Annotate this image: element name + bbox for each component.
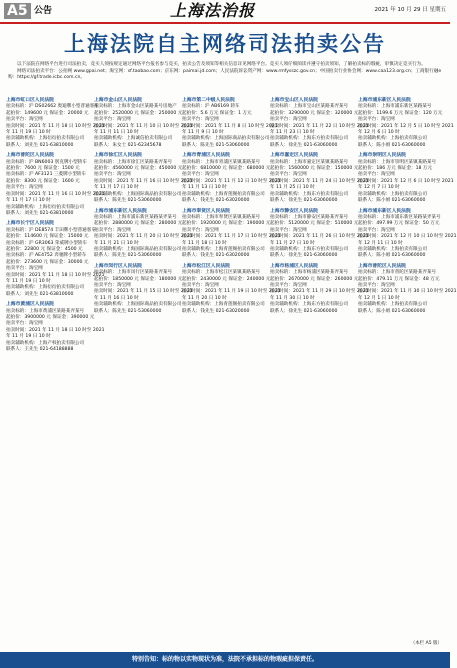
court-name: 上海市嘉定区人民法院 <box>270 153 318 159</box>
notice-line: 起拍价：186 万元 保证金：18 万元 <box>358 166 433 172</box>
notice-line: 拍卖平台：淘宝网 <box>6 321 43 327</box>
notice-line: 拍卖标的：上海市浦东新区某路某弄某号 <box>358 214 441 220</box>
notice-line: 拍卖时间：2021 年 11 月 24 日 10 时至 2021 <box>270 178 369 184</box>
notice-line: 起拍价：2520000 元 保证金：250000 元 <box>94 110 183 116</box>
notice-line: 起拍价：5120000 元 保证金：510000 元 <box>270 221 359 227</box>
notice-line: 拍卖辅助机构：上海东方拍卖有限公司 <box>270 136 349 142</box>
notice-line: 拍卖时间：2021 年 11 月 18 日 10 时至 2021 <box>6 272 105 278</box>
auction-notice <box>6 153 105 217</box>
section-label: 公告 <box>34 6 53 16</box>
notice-line: 拍卖平台：淘宝网 <box>94 172 131 178</box>
notice-column <box>182 98 281 642</box>
notice-line: 年 11 月 11 日 10 时 <box>94 130 139 136</box>
notice-line: 年 11 月 19 日 10 时 <box>6 334 51 340</box>
auction-notice <box>182 153 281 204</box>
notice-line: 年 11 月 17 日 10 时 <box>94 185 139 191</box>
notice-line: 起拍价：22800 元 保证金：4500 元 <box>6 246 83 252</box>
notice-line: 拍卖时间：2021 年 11 月 26 日 10 时至 2021 <box>270 234 369 240</box>
notice-line: 拍卖时间：2021 年 11 月 29 日 10 时至 2021 <box>270 289 369 295</box>
auction-notice <box>94 153 193 204</box>
notice-line: 拍卖标的：上海市松江区某镇某路某号 <box>182 270 261 276</box>
auction-notice <box>182 208 281 260</box>
notice-line: 拍卖辅助机构：上海青莲阁拍卖有限公司 <box>182 246 265 252</box>
notice-line: 拍卖平台：淘宝网 <box>94 117 131 123</box>
notice-columns <box>6 98 457 642</box>
notice-column <box>358 98 457 642</box>
notice-line: 起拍价：4560000 元 保证金：450000 元 <box>94 166 183 172</box>
notice-line: 拍卖标的：上海市浦东新区某路某弄某号 <box>94 214 177 220</box>
notice-line: 拍卖标的：上海市崇明区某镇某路某号 <box>358 159 437 165</box>
notice-line: 拍卖平台：淘宝网 <box>94 282 131 288</box>
masthead: 上海法治报 <box>170 1 256 20</box>
page-title: 上海法院自主网络司法拍卖公告 <box>64 31 386 56</box>
auction-notice <box>270 153 369 204</box>
notice-line: 拍卖平台：淘宝网 <box>182 282 219 288</box>
notice-line: 拍卖时间：2021 年 12 月 6 日 10 时至 2021 <box>358 178 454 184</box>
notice-line: 年 11 月 18 日 10 时 <box>182 240 227 246</box>
notice-line: 拍卖标的：沪 AE4752 奔驰牌小型轿车 <box>6 253 87 259</box>
notice-column <box>270 98 369 642</box>
auction-notice <box>358 263 457 315</box>
notice-line: 拍卖标的：上海市宝山区某路某弄某号 <box>270 104 349 110</box>
notice-line: 联系人：陈先生 021-53060000 <box>94 198 162 204</box>
notice-line: 拍卖平台：淘宝网 <box>6 117 43 123</box>
notice-line: 拍卖平台：淘宝网 <box>270 172 307 178</box>
notice-line: 拍卖平台：淘宝网 <box>358 172 395 178</box>
notice-line: 拍卖标的：上海市浦东新区某路某号 <box>358 104 432 110</box>
notice-line: 年 12 月 11 日 10 时 <box>358 240 403 246</box>
notice-line: 拍卖辅助机构：上海衍衍拍卖有限公司 <box>6 285 85 291</box>
court-name: 上海市松江区人民法院 <box>182 263 230 269</box>
court-name: 上海市浦东新区人民法院 <box>358 208 411 214</box>
notice-line: 拍卖时间：2021 年 11 月 18 日 10 时至 2021 <box>6 123 105 129</box>
notice-line: 拍卖标的：上海市静安区某路某弄某号 <box>270 214 349 220</box>
notice-line: 联系人：陈小姐 021-63060000 <box>358 253 426 259</box>
auction-notice <box>6 302 105 353</box>
notice-line: 联系人：陈小姐 021-63060000 <box>358 308 426 314</box>
notice-line: 拍卖平台：淘宝网 <box>358 282 395 288</box>
notice-line: 起拍价：5.6 万元 保证金：1 万元 <box>182 110 252 116</box>
auction-notice <box>358 153 454 204</box>
notice-line: 拍卖平台：淘宝网 <box>182 117 219 123</box>
notice-line: 拍卖平台：淘宝网 <box>94 227 131 233</box>
court-name: 上海市长宁区人民法院 <box>6 221 54 227</box>
page-header <box>0 0 450 24</box>
notice-line: 拍卖辅助机构：上海拍卖有限公司 <box>358 302 427 308</box>
auction-notice <box>358 208 457 260</box>
notice-line: 联系人：陈先生 021-53060000 <box>94 253 162 259</box>
intro-text <box>8 62 442 82</box>
court-name: 上海市宝山区人民法院 <box>270 98 318 103</box>
notice-line: 拍卖辅助机构：上海青莲阁拍卖有限公司 <box>182 302 265 308</box>
notice-line: 联系人：陈小姐 021-63060000 <box>358 198 426 204</box>
notice-line: 拍卖标的：上海市黄浦区某路某弄某号 <box>6 308 85 314</box>
notice-line: 联系人：徐先生 021-63060000 <box>270 142 338 148</box>
notice-line: 拍卖辅助机构：上海国际商品拍卖有限公司 <box>182 136 270 142</box>
notice-line: 年 11 月 13 日 10 时 <box>182 185 227 191</box>
intro-paragraph: 网络司法拍卖平台：公拍网 www.gpai.net；淘宝网：sf.taobao.com；京东网：paimai.jd.com；人民法院诉讼资产网：www.rmfysszc.gov.cn；中国拍卖行业协会网：www.caa123.org.cn；工商银行融e购：https://gf.trade.icbc.com.cn。 <box>8 68 442 81</box>
notice-line: 年 11 月 19 日 10 时 <box>6 278 51 284</box>
notice-line: 拍卖时间：2021 年 11 月 16 日 10 时至 2021 <box>6 191 105 197</box>
notice-line: 联系人：徐先生 021-63060000 <box>270 308 338 314</box>
notice-line: 拍卖辅助机构：上海东方拍卖有限公司 <box>270 191 349 197</box>
auction-notice <box>94 263 193 315</box>
notice-line: 联系人：刘先生 021-63810000 <box>6 142 74 148</box>
court-name: 上海市崇明区人民法院 <box>358 153 406 159</box>
notice-line: 拍卖时间：2021 年 12 月 10 日 10 时至 2021 <box>358 234 457 240</box>
notice-line: 年 11 月 17 日 10 时 <box>6 198 51 204</box>
notice-line: 年 12 月 6 日 10 时 <box>358 130 400 136</box>
notice-line: 拍卖时间：2021 年 11 月 10 日 10 时至 2021 <box>94 123 193 129</box>
notice-line: 起拍价：3290000 元 保证金：320000 元 <box>270 110 359 116</box>
notice-line: 联系人：刘先生 021-63810000 <box>6 291 74 297</box>
notice-line: 拍卖时间：2021 年 12 月 5 日 10 时至 2021 <box>358 123 454 129</box>
court-name: 上海市黄浦区人民法院 <box>6 302 54 308</box>
notice-line: 起拍价：479.11 万元 保证金：48 万元 <box>358 276 440 282</box>
auction-notice <box>6 221 105 298</box>
notice-line: 拍卖平台：淘宝网 <box>182 227 219 233</box>
notice-line: 起拍价：7600 元 保证金：1500 元 <box>6 166 80 172</box>
notice-line: 拍卖辅助机构：上海国际商品拍卖有限公司 <box>94 246 182 252</box>
notice-line: 拍卖辅助机构：上海拍卖有限公司 <box>358 191 427 197</box>
court-name: 上海市第二中级人民法院 <box>182 98 235 103</box>
notice-line: 拍卖平台：淘宝网 <box>6 185 43 191</box>
court-name: 上海市浦东新区人民法院 <box>94 208 147 214</box>
notice-line: 拍卖标的：上海市徐汇区某路某弄某号 <box>94 159 173 165</box>
notice-line: 年 11 月 19 日 10 时 <box>6 130 51 136</box>
notice-line: 联系人：陈先生 021-53060000 <box>94 308 162 314</box>
notice-line: 起拍价：149600 元 保证金：20000 元 <box>6 110 89 116</box>
notice-line: 拍卖平台：淘宝网 <box>182 172 219 178</box>
notice-line: 联系人：刘先生 021-63810000 <box>6 210 74 216</box>
notice-line: 联系人：王先生 021-64188888 <box>6 347 74 353</box>
notice-line: 联系人：钱先生 021-63020000 <box>182 308 250 314</box>
court-name: 上海市金山区人民法院 <box>94 98 142 103</box>
column-note: （本栏 A5 版） <box>410 641 442 646</box>
notice-line: 起拍价：2430000 元 保证金：240000 元 <box>182 276 271 282</box>
notice-line: 拍卖时间：2021 年 11 月 30 日 10 时至 2021 <box>358 289 457 295</box>
notice-line: 联系人：陈小姐 021-63060000 <box>358 142 426 148</box>
auction-notice <box>270 98 369 149</box>
notice-line: 联系人：钱先生 021-63020000 <box>182 198 250 204</box>
notice-line: 拍卖标的：沪 DE8574 丰田牌小型普通客车 <box>6 227 96 233</box>
court-name: 上海市普陀区人民法院 <box>358 263 406 269</box>
notice-line: 年 11 月 16 日 10 时 <box>94 295 139 301</box>
notice-line: 拍卖标的：上海市奉贤区某镇某路某号 <box>182 214 261 220</box>
notice-line: 拍卖辅助机构：上海东方拍卖有限公司 <box>270 302 349 308</box>
notice-line: 拍卖时间：2021 年 11 月 15 日 10 时至 2021 <box>94 289 193 295</box>
auction-notice <box>6 98 105 149</box>
court-name: 上海市青浦区人民法院 <box>182 153 230 159</box>
notice-line: 起拍价：497.99 万元 保证金：50 万元 <box>358 221 440 227</box>
notice-line: 起拍价：8300 元 保证金：1600 元 <box>6 178 80 184</box>
auction-notice <box>94 98 193 149</box>
notice-column <box>6 98 105 642</box>
notice-line: 拍卖平台：淘宝网 <box>270 117 307 123</box>
court-name: 上海市浦东新区人民法院 <box>358 98 411 103</box>
notice-line: 拍卖辅助机构：上海衍衍拍卖有限公司 <box>6 136 85 142</box>
dateline: 2021 年 10 月 29 日 星期五 <box>374 7 446 13</box>
notice-line: 拍卖平台：淘宝网 <box>358 117 395 123</box>
notice-line: 拍卖时间：2021 年 11 月 22 日 10 时至 2021 <box>270 123 369 129</box>
notice-line: 拍卖标的：沪 BN6003 别克牌小型轿车 <box>6 159 87 165</box>
notice-line: 年 11 月 25 日 10 时 <box>270 185 315 191</box>
notice-line: 拍卖辅助机构：上海衍衍拍卖有限公司 <box>6 204 85 210</box>
notice-line: 年 11 月 21 日 10 时 <box>94 240 139 246</box>
notice-line: 起拍价：1199.6 万元 保证金：120 万元 <box>358 110 443 116</box>
notice-line: 年 12 月 1 日 10 时 <box>358 295 400 301</box>
notice-line: 年 11 月 27 日 10 时 <box>270 240 315 246</box>
notice-line: 拍卖标的：沪 GR3063 荣威牌小型轿车 <box>6 240 88 246</box>
notice-line: 起拍价：1920000 元 保证金：190000 元 <box>182 221 271 227</box>
notice-line: 拍卖辅助机构：上海青莲阁拍卖有限公司 <box>182 191 265 197</box>
court-name: 上海市闵行区人民法院 <box>94 263 142 269</box>
auction-notice <box>270 263 369 315</box>
notice-line: 拍卖时间：2021 年 11 月 18 日 10 时至 2021 <box>6 327 105 333</box>
notice-line: 拍卖时间：2021 年 11 月 17 日 10 时至 2021 <box>182 234 281 240</box>
notice-line: 拍卖时间：2021 年 11 月 12 日 10 时至 2021 <box>182 178 281 184</box>
notice-line: 年 11 月 9 日 10 时 <box>182 130 224 136</box>
notice-line: 拍卖辅助机构：上海国际商品拍卖有限公司 <box>94 191 182 197</box>
court-name: 上海市虹口区人民法院 <box>6 98 54 103</box>
auction-notice <box>358 98 454 149</box>
notice-line: 联系人：徐先生 021-63060000 <box>270 198 338 204</box>
notice-line: 拍卖辅助机构：上海国际商品拍卖有限公司 <box>94 302 182 308</box>
notice-line: 起拍价：114600 元 保证金：15000 元 <box>6 234 89 240</box>
notice-line: 拍卖辅助机构：上海拍卖有限公司 <box>358 136 427 142</box>
court-name: 上海市奉贤区人民法院 <box>182 208 230 214</box>
notice-line: 拍卖平台：淘宝网 <box>358 227 395 233</box>
notice-line: 起拍价：3900000 元 保证金：390000 元 <box>6 315 95 320</box>
notice-line: 起拍价：1560000 元 保证金：150000 元 <box>270 166 359 172</box>
notice-line: 联系人：朱女士 021-62345678 <box>94 142 162 148</box>
auction-notice <box>182 98 278 149</box>
footer-bar: 特别告知：标的物以实物现状为准，法院不承担标的物瑕疵担保责任。 <box>0 652 450 668</box>
notice-line: 拍卖平台：淘宝网 <box>6 266 43 272</box>
notice-line: 拍卖时间：2021 年 11 月 19 日 10 时至 2021 <box>182 289 281 295</box>
notice-line: 拍卖平台：淘宝网 <box>270 282 307 288</box>
page-number: A5 <box>4 3 31 19</box>
notice-line: 拍卖辅助机构：上海产权拍卖有限公司 <box>6 340 85 346</box>
notice-line: 年 11 月 30 日 10 时 <box>270 295 315 301</box>
notice-line: 拍卖标的：沪 AB6169 轿车 <box>182 104 240 110</box>
notice-line: 起拍价：2880000 元 保证金：280000 元 <box>94 221 183 227</box>
notice-line: 拍卖时间：2021 年 11 月 16 日 10 时至 2021 <box>94 178 193 184</box>
notice-line: 年 11 月 23 日 10 时 <box>270 130 315 136</box>
notice-line: 拍卖标的：上海市普陀区某路某弄某号 <box>358 270 437 276</box>
intro-paragraph: 以下法院在网络平台进行司法拍卖，竞买人须按规定通过网络平台报名参与竞买，拍卖公告及须知等相关信息详见网络平台。竞买人须仔细阅读并遵守拍卖须知，了解拍卖标的瑕疵，审慎决定竞买行为。 <box>17 62 426 67</box>
notice-line: 起拍价：273600 元 保证金：30000 元 <box>6 259 89 265</box>
notice-line: 拍卖平台：淘宝网 <box>270 227 307 233</box>
notice-line: 拍卖标的：上海市嘉定区某镇某路某号 <box>270 159 349 165</box>
notice-line: 拍卖时间：2021 年 11 月 20 日 10 时至 2021 <box>94 234 193 240</box>
notice-line: 拍卖标的：沪 AF3121 三菱牌小型轿车 <box>6 172 87 178</box>
notice-column <box>94 98 193 642</box>
auction-notice <box>182 263 281 315</box>
notice-line: 拍卖标的：上海市青浦区某镇某路某号 <box>182 159 261 165</box>
notice-line: 拍卖辅助机构：上海拍卖有限公司 <box>358 246 427 252</box>
court-name: 上海市杨浦区人民法院 <box>270 263 318 269</box>
auction-notice <box>94 208 193 260</box>
notice-line: 拍卖标的：上海市闵行区某路某弄某号 <box>94 270 173 276</box>
notice-line: 拍卖标的：上海市杨浦区某路某弄某号 <box>270 270 349 276</box>
notice-line: 联系人：钱先生 021-63020000 <box>182 253 250 259</box>
notice-line: 起拍价：6810000 元 保证金：680000 元 <box>182 166 271 172</box>
notice-line: 联系人：徐先生 021-63060000 <box>270 253 338 259</box>
notice-line: 年 11 月 20 日 10 时 <box>182 295 227 301</box>
notice-line: 起拍价：2670000 元 保证金：260000 元 <box>270 276 359 282</box>
notice-line: 年 12 月 7 日 10 时 <box>358 185 400 191</box>
court-name: 上海市普陀区人民法院 <box>6 153 54 159</box>
auction-notice <box>270 208 369 260</box>
notice-line: 起拍价：1850000 元 保证金：180000 元 <box>94 276 183 282</box>
notice-line: 拍卖时间：2021 年 11 月 8 日 10 时至 2021 <box>182 123 278 129</box>
court-name: 上海市静安区人民法院 <box>270 208 318 214</box>
notice-line: 联系人：陈先生 021-53060000 <box>182 142 250 148</box>
notice-line: 拍卖标的：上海市金山区某路某号房地产 <box>94 104 177 110</box>
notice-line: 拍卖辅助机构：上海诚信拍卖有限公司 <box>94 136 173 142</box>
court-name: 上海市徐汇区人民法院 <box>94 153 142 159</box>
notice-line: 拍卖辅助机构：上海东方拍卖有限公司 <box>270 246 349 252</box>
notice-line: 拍卖标的：沪 DS02662 奥迪牌小型普通客车 <box>6 104 99 110</box>
